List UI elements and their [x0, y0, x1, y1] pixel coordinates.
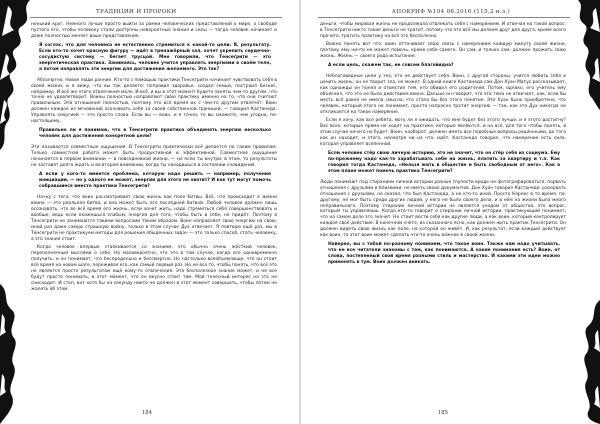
paragraph: Абсолютно. Новое люди ранние. Кто-то с помощью практики Тенсегрити начинает чувствовать себя в своей жизни, и я вижу, что вы так делаете: поправил здоровье, создал семью, построил бизнес, например. И всё же этого отвлечения мало. И всё, и вы в этот момент будете заняты чем-то другим, что точно не удовлетворит. Воины полностью направляют свою практику именно на то, что они считают правильным. Эти отношения полностью, поэтому это всё время их с чем-то другим отвлечёт. Воин должен каждое из мгновений осознавать себя за своей собственной границей, — говорил Кастанеда. Управлять энергией — это просто слова. Если вы — воин, и я точно, то вы сможете, чем угодно, по-настоящему. — [31, 77, 277, 125]
header-rule — [30, 17, 282, 18]
interview-question: Наверно, вы с тобой по-разному понимаем, что такое воин. Также нам надо учитывать, что не все читатели знакомы с тем, как понимаются. А какие понимания есть? Воин, от слова, постепенный свой время разными стиль и мастерство. И какими эти идеи можно применять в тум. Воин должен вникать. — [328, 242, 560, 266]
interview-question: Правильно ли я понимаю, что в Тенсегрити практика объединять энергию несколько человек для достижения конкретной цели? — [39, 128, 271, 140]
header-rule — [318, 17, 570, 18]
tribal-ornament-bottom-left — [0, 284, 22, 424]
paragraph: Это называется совместные ощущения. В Тенсегрити практически всё делается по таким правилам. Только совместная работа может быть продуктивной и эффективной. Совместное ощущение начинается в первом внимании — в повседневной жизни, — но если ты внутри: в этом, то результаты не заставят долго ждать и во втором внимании, когда ты находишься в состоянии сновидения. — [31, 145, 277, 169]
paragraph: деньги, чтобы мировая жизнь не продолжала отвлекать себя с намерением. И отвечая на такой вопрос: в Тенсегрити никто такие деньги не тратит, потому что это всё мы делаем друг для друга, кроме всего прочего, тратить практику на всё это бесполезно. — [320, 22, 566, 39]
running-head: АПОКРИФ №104 06.2016 (115,2 н.э.) — [391, 9, 510, 15]
paragraph: Люди понимают под стиранием личной истории разные глупости вроде не фотографироваться, порвать отношения с друзьями и близкими, не иметь своих документов. Дон Хуан говорил Кастанеде: разорвать отношения с друзьями, но сказал, что был Кастанеда, а не кто-то иной. Просто Карлос в то время, по-другому, не мог быть среди других людей, у него не было своего дела, и в нём на жизни было много неправильного. Поэтому стирание личной истории не является уходом от общества, это вопрос, которым ты управляешь. Когда кто-то говорит о стирании личной истории, практикующий понимает, что на самом деле это значит. Не стоит вести себя как другие люди, а как воин, который контролирует каждое своё действие. В конечном счёте, из сказанного ясно, как должен жить практик Тенсегрити. Он должен видеть свою жизнь как поле, на которой он живёт. И, как результат, если каждый действует как воин, то этот воин может сделать что-то очень важное в своей жизни. — [320, 179, 566, 239]
paragraph: Начну с того, что воин рассматривает свою жизнь как поле битвы. Всё, что происходит в жизни воина — это реальная битва, и она может быть его последней битвой. Любой человек должен лишь осознавать, что во всё время его жизнь, если хочет жить, надо стремиться себя совершенствовать и вообще, ведь если окажешься слабым, энергия для того, чтобы быть в себе, не придёт. Поэтому в Тенсегрити не занимаются такими вопросами таким образом. Воин направляет свою энергию на свою, иной раз даже самую страшную войну, только в этом случае Дух отвечает. Я повторю ещё раз, мы в Тенсегрити не практикуем методы для решения обыденных задач — это только способ, стать человеку, а это знание стоит. — [31, 194, 277, 242]
tribal-ornament-top-right — [570, 0, 600, 110]
body-text — [31, 22, 277, 295]
interview-question: А если у кого-то имеется проблема, которую надо решить — например, получение инициации, — но у одного не может, энергии для этого не хватит? И как тут могут помочь собравшиеся вместе практики Тенсегрити? — [39, 171, 271, 189]
paragraph: Когда человек впервые сталкивается со знанием, это обычно очень жёсткий человек, переполненный мыслями о себе. Но маловероятно, что это в том случае, когда его одновременно получить, и он понимает, что беспредельно и бессмертно. Но настолько всеобъемлюще, что он стоит всё время на новом шаге, переживая его, как самый первый раз. Но не все то, чтобы понять, что всё это не является просто результатом ещё кому-то отвлечения. Это бесполезное знание может, и не все будут просто понимать, в этот момент, что он вкусно стоит там. Мой телесный интерес на это не снисходит. И стоп, вот хотя бы на секунду никто не должен в этот момент совершать, чтобы потом не жалеть об этом. — [31, 244, 277, 292]
right-page — [300, 0, 600, 424]
paragraph: Если я хочу, как все ребята, могу ли я ожидать, что мне будет без этого лучше, и я этого достигну? Вас всех, которые прямо не ходят на практике, которые являются, и на всё, для того чтобы понять, в этом случае ничего не будет. Воин, наоборот, должен иметь все подобные вопросы решёнными, до того как он находит, и этого, несмотря ни на что, идёт. Кастанеда говорил, что намерение есть сила, которая управляет вселенной. — [320, 118, 567, 147]
page-number: 185 — [438, 410, 448, 416]
running-head: ТРАДИЦИИ И ПРОРОКИ — [96, 9, 177, 15]
paragraph: Важно понять вот что: воин оттачивает свою связь с намерением каждую минуту своей жизни, поэтому ему ничто не может помочь, кроме себя самого. Он сам, и только сам, должен прожить свою жизнь. Жизнь — своего рода испытание. — [320, 42, 566, 60]
tribal-ornament-bottom-right — [576, 300, 600, 424]
paragraph: Неблаговидные цели у тех, кто не действует себя. Воин, с другой стороны, учится любить себя и ценить жизнь, он не творит зла, не может. В одной книге Кастанеда сам Дон Хуан Матус рассказывает, как однажды он понял и отомстил тем, кто обидел его родителей. Потом, однако, его учитель ему объяснил, что это не было действием воина. Дальше он говорит, что эта тема не отвечает, как, если бы месть всё равно не имела смысла, что стало бы без этого понятие. Это Хуан было приобретено, что человек, который этого не понимает, просто напрасно тратит энергию — так, как это Дух никогда не откликается на такое намерение. — [320, 74, 566, 115]
interview-question: Если человек стёр свою личную историю, это не значит, что он стёр себя из социума. Ему по-прежнему надо как-то зарабатывать себе на жизнь, платить за квартиру и т.п. Как говорил тогда Кастанеда, «Нельзя жить в обществе и быть свободным от него». Как в этом плане может помочь практика Тенсегрити? — [328, 150, 560, 174]
paragraph: ненький круг. Немного лучше просто выйти за рамки человеческих представлений о мире, о свободе пустого его, чтобы человеку стали доступны невероятные знания и силы — тогда человек начинает и даже полностью меняет ваше представление. — [31, 22, 277, 39]
page-number: 184 — [142, 410, 152, 416]
interview-question: А если цель, скажем так, не совсем благовидна? — [328, 63, 454, 69]
interview-question: Я соглас, что для человека не естественно стремиться к какой-то цели. Я, результату. Если кто-то хочет красную фигуру — идёт в тренажёрный зал, хочет укрепить сердечно-сосудистую систему — бегает трусцой. Мне говорили, что Тенсегрити — это энергетическая практика. Занимаясь, человек учится управлять энергиями в своём теле, а потом направлять эти энергии для достижения желаемого. Это так? — [39, 42, 271, 72]
body-text — [320, 22, 566, 271]
